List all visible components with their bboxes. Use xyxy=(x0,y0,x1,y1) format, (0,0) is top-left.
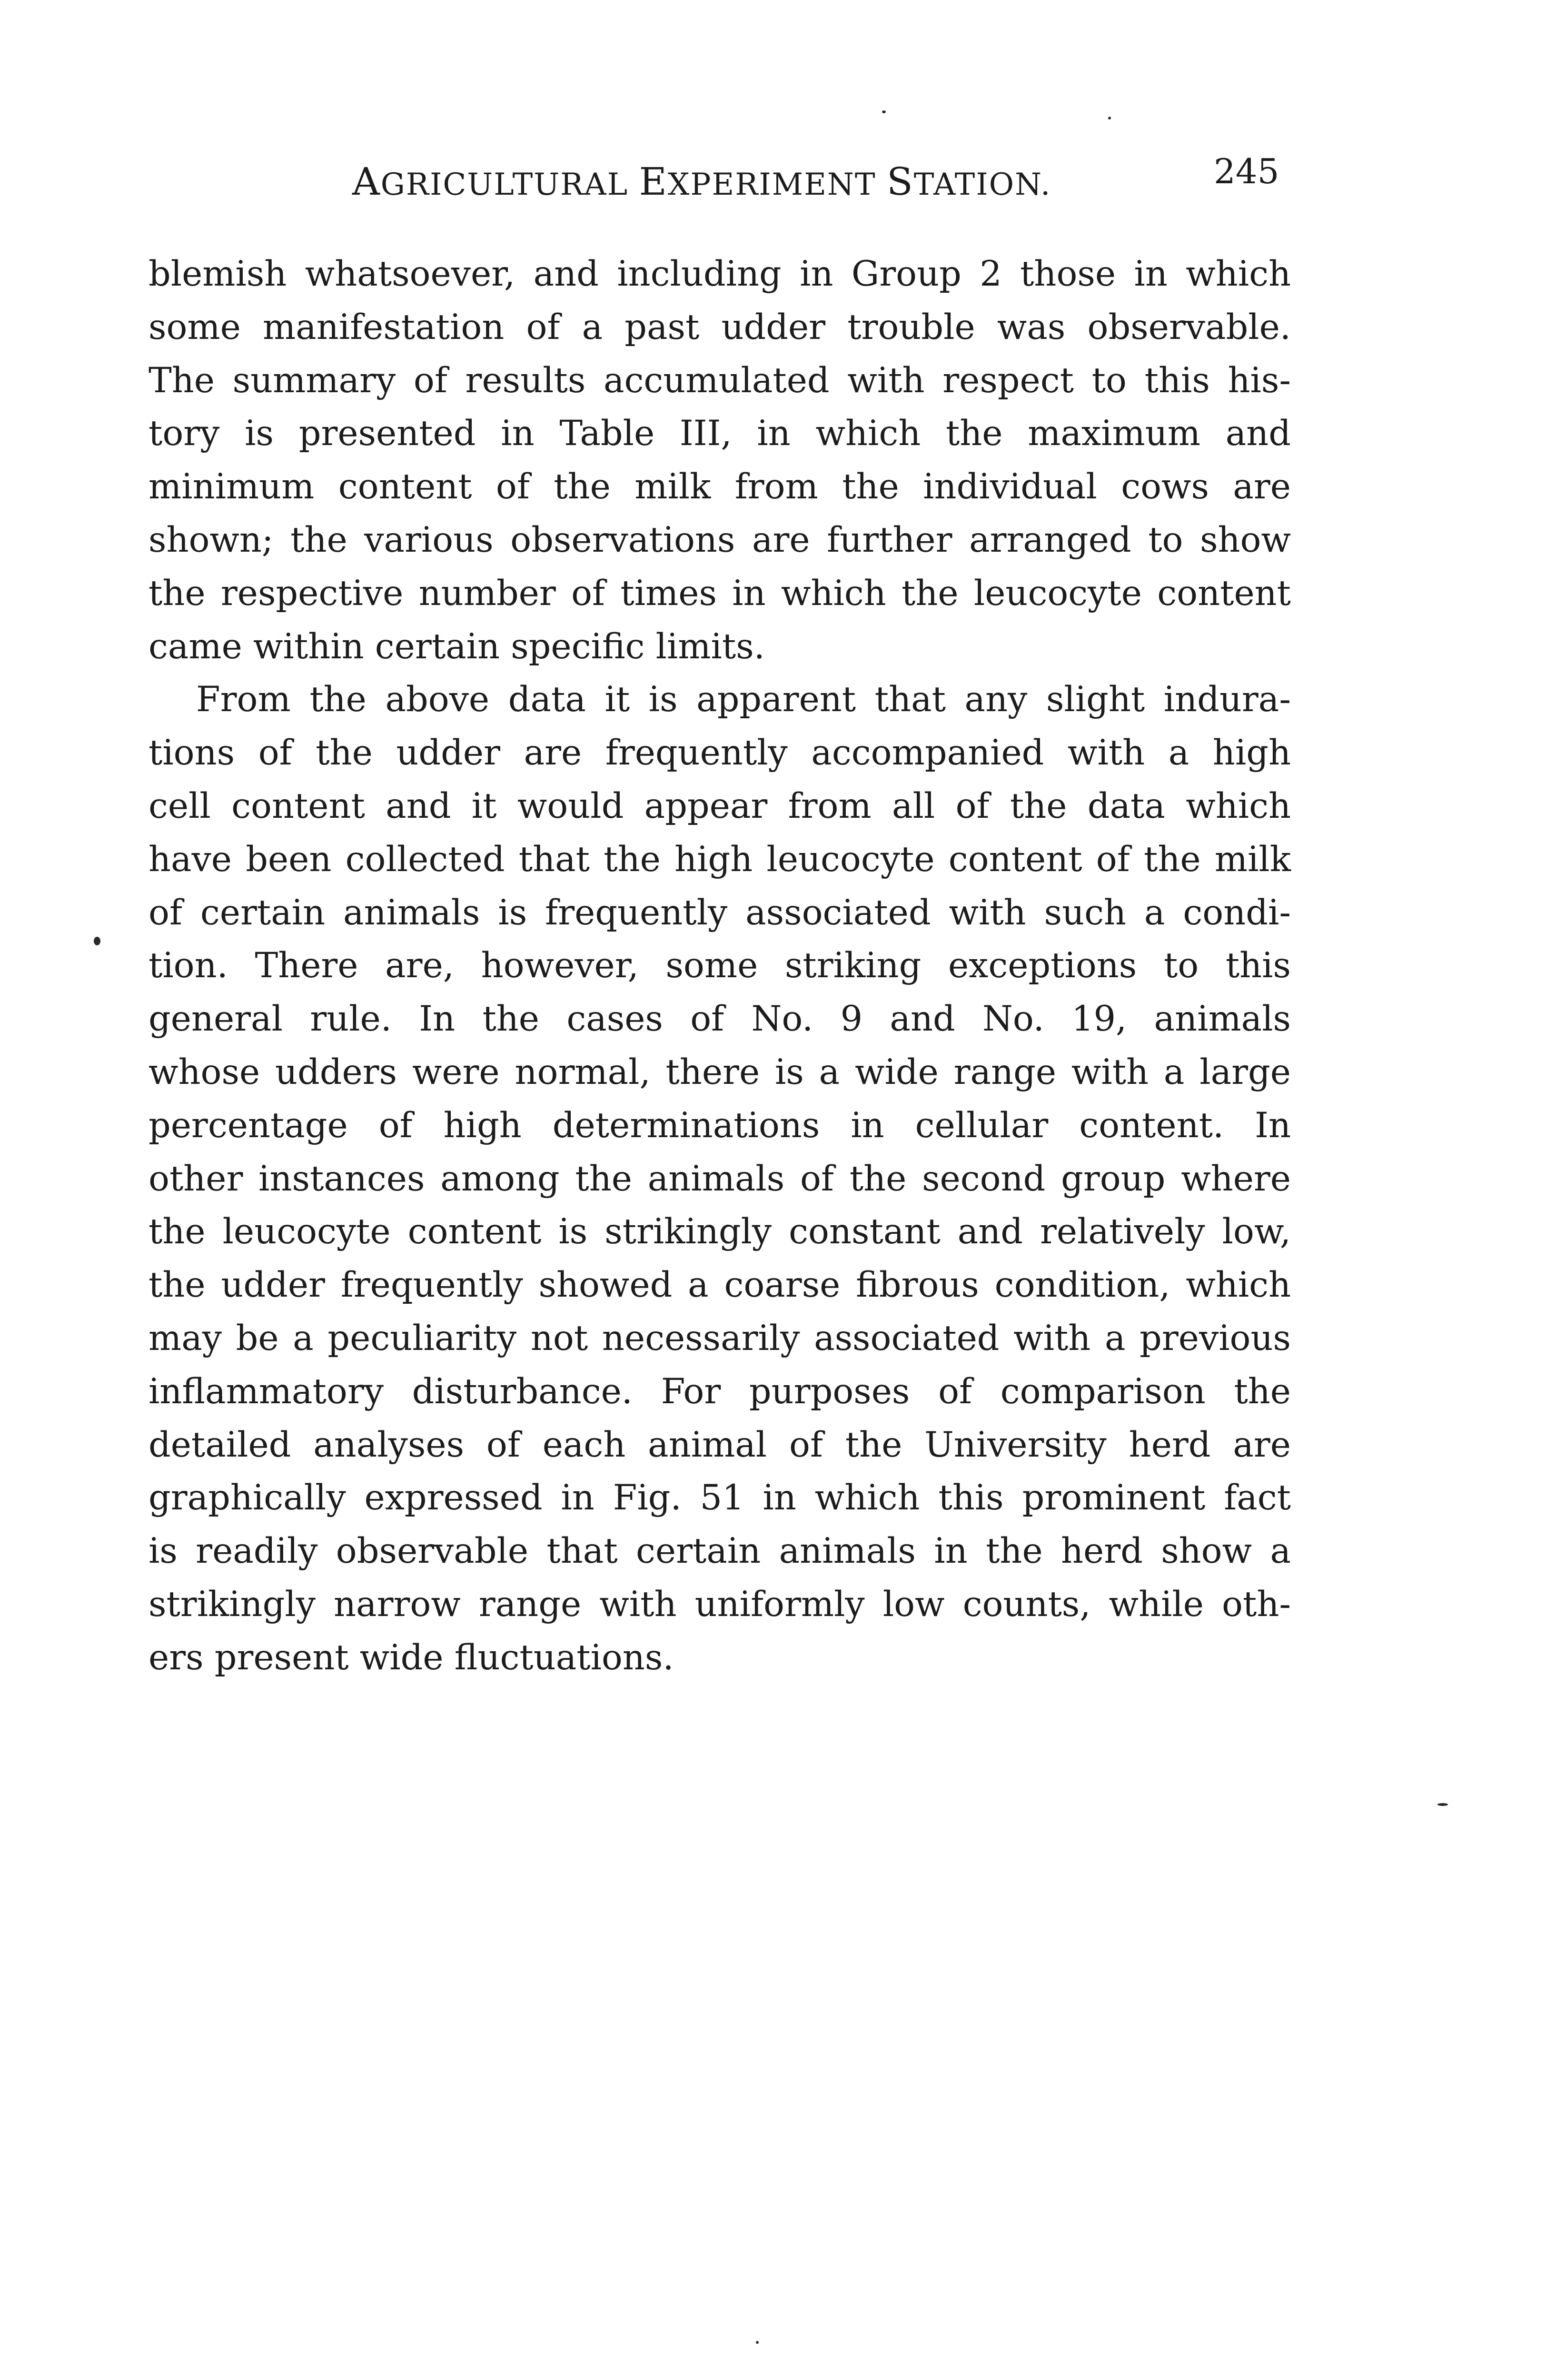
text-line: blemish whatsoever, and including in Group 2 those in which xyxy=(149,254,1291,294)
paragraph-2 xyxy=(149,673,1291,1684)
running-head-text: AGRICULTURAL EXPERIMENT STATION. xyxy=(352,159,1051,204)
text-line: came within certain specific limits. xyxy=(149,626,765,667)
text-line: The summary of results accumulated with respect to this his- xyxy=(149,360,1291,401)
text-line: the respective number of times in which the leucocyte content xyxy=(149,573,1291,614)
text-line: tion. There are, however, some striking exceptions to this xyxy=(149,945,1291,986)
paragraph-1 xyxy=(149,248,1291,673)
page-number: 245 xyxy=(1214,151,1279,191)
text-line: shown; the various observations are further arranged to show xyxy=(149,519,1291,560)
text-line: whose udders were normal, there is a wide range with a large xyxy=(149,1051,1291,1092)
text-line: inflammatory disturbance. For purposes of comparison the xyxy=(149,1371,1291,1412)
text-line: may be a peculiarity not necessarily associated with a previous xyxy=(149,1318,1291,1359)
body-text xyxy=(149,248,1291,1685)
text-line: of certain animals is frequently associated with such a condi- xyxy=(149,892,1291,933)
text-line: detailed analyses of each animal of the University herd are xyxy=(149,1424,1291,1465)
text-line: tions of the udder are frequently accompanied with a high xyxy=(149,733,1291,774)
text-line: other instances among the animals of the second group where xyxy=(149,1158,1291,1199)
text-line: From the above data it is apparent that any slight indura- xyxy=(196,679,1291,720)
scan-speck xyxy=(1437,1803,1448,1806)
text-line: percentage of high determinations in cellular content. In xyxy=(149,1105,1291,1146)
text-line: general rule. In the cases of No. 9 and No. 19, animals xyxy=(149,999,1291,1040)
scan-speck xyxy=(94,937,100,945)
text-line: minimum content of the milk from the individual cows are xyxy=(149,466,1291,507)
scan-speck xyxy=(1108,117,1111,119)
scan-speck xyxy=(882,110,886,113)
text-line: cell content and it would appear from all of the data which xyxy=(149,785,1291,826)
text-line: graphically expressed in Fig. 51 in which this prominent fact xyxy=(149,1478,1291,1518)
text-line: some manifestation of a past udder trouble was observable. xyxy=(149,307,1291,347)
scan-speck xyxy=(756,2341,759,2344)
text-line: strikingly narrow range with uniformly low counts, while oth- xyxy=(149,1584,1291,1625)
text-line: have been collected that the high leucocyte content of the milk xyxy=(149,839,1291,880)
text-line: the udder frequently showed a coarse fibrous condition, which xyxy=(149,1265,1291,1306)
running-head xyxy=(352,159,1051,204)
text-line: is readily observable that certain animals in the herd show a xyxy=(149,1531,1291,1572)
text-line: ers present wide fluctuations. xyxy=(149,1637,674,1678)
text-line: tory is presented in Table III, in which the maximum and xyxy=(149,413,1291,454)
text-line: the leucocyte content is strikingly constant and relatively low, xyxy=(149,1211,1291,1252)
